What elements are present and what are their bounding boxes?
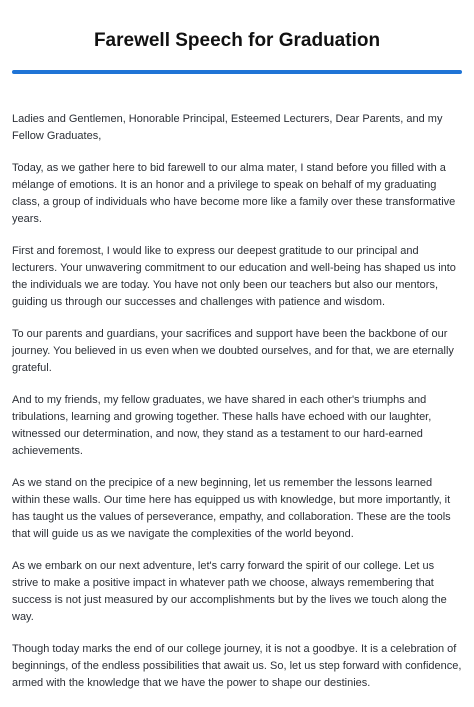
paragraph-gratitude-parents: To our parents and guardians, your sacrifices and support have been the backbone of our journey. You believed in us even when we doubted ourselves, and for that, we are eternally grateful. [12,328,454,374]
paragraph-salutation: Ladies and Gentlemen, Honorable Principal, Esteemed Lecturers, Dear Parents, and my Fellow Graduates, [12,113,443,142]
paragraph-friends: And to my friends, my fellow graduates, we have shared in each other's triumphs and tribulations, learning and growing together. These halls have echoed with our laughter, witnessed our determination, and now, they stand as a testament to our hard-earned achievements. [12,394,432,457]
paragraph-lessons: As we stand on the precipice of a new beginning, let us remember the lessons learned within these walls. Our time here has equipped us with knowledge, but more importantly, it has taught us the values of perseverance, empathy, and collaboration. These are the tools that will guide us as we navigate the complexities of the world beyond. [12,477,451,540]
speech-body [12,111,462,707]
page-title: Farewell Speech for Graduation [93,30,381,51]
paragraph-gratitude-teachers: First and foremost, I would like to express our deepest gratitude to our principal and lecturers. Your unwavering commitment to our education and well-being has shaped us into the individuals we are today. You have not only been our teachers but also our mentors, guiding us through our successes and challenges with patience and wisdom. [12,245,456,308]
paragraph-next-adventure: As we embark on our next adventure, let's carry forward the spirit of our college. Let us strive to make a positive impact in whatever path we choose, always remembering that success is not just measured by our accomplishments but by the lives we touch along the way. [12,560,447,623]
paragraph-intro: Today, as we gather here to bid farewell to our alma mater, I stand before you filled with a mélange of emotions. It is an honor and a privilege to speak on behalf of my graduating class, a group of individuals who have become more like a family over these transformative years. [12,162,456,225]
title-divider [12,70,462,74]
paragraph-closing: Though today marks the end of our college journey, it is not a goodbye. It is a celebration of beginnings, of the endless possibilities that await us. So, let us step forward with confidence, armed with the knowledge that we have the power to shape our destinies. [12,643,462,689]
